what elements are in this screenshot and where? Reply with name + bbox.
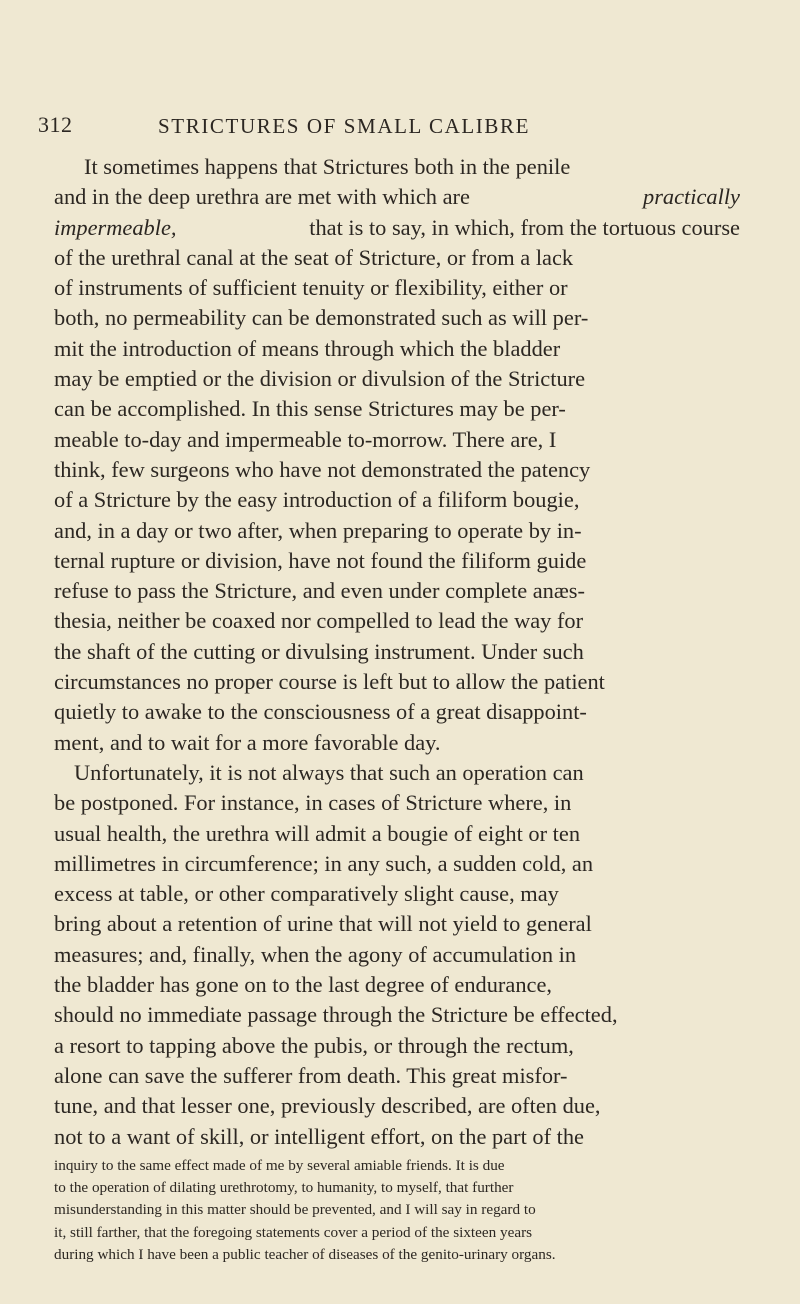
small-text-line: inquiry to the same effect made of me by several amiable friends. It is due: [54, 1156, 505, 1174]
text-line: not to a want of skill, or intelligent effort, on the part of the: [54, 1123, 584, 1149]
text-line: Unfortunately, it is not always that such an operation can: [74, 759, 584, 785]
text-line: the bladder has gone on to the last degree of endurance,: [54, 972, 552, 998]
text-line: of the urethral canal at the seat of Stricture, or from a lack: [54, 244, 574, 270]
text-line: of a Stricture by the easy introduction of a filiform bougie,: [54, 487, 580, 513]
text-line: a resort to tapping above the pubis, or through the rectum,: [54, 1032, 574, 1058]
text-line: be postponed. For instance, in cases of Stricture where, in: [54, 790, 572, 816]
paragraph-2: [54, 758, 740, 1152]
text-line: can be accomplished. In this sense Strictures may be per-: [54, 396, 566, 422]
continued-passage: [54, 1155, 740, 1266]
text-line: both, no permeability can be demonstrated such as will per-: [54, 305, 589, 331]
text-line: the shaft of the cutting or divulsing instrument. Under such: [54, 638, 584, 664]
line-part: that is to say, in which, from the tortuous course: [309, 214, 740, 240]
paragraph-1: [54, 152, 740, 758]
text-line: mit the introduction of means through which the bladder: [54, 335, 561, 361]
text-line: circumstances no proper course is left but to allow the patient: [54, 669, 605, 695]
text-line: ment, and to wait for a more favorable day.: [54, 729, 441, 755]
text-line: millimetres in circumference; in any such, a sudden cold, an: [54, 850, 594, 876]
text-line: should no immediate passage through the Stricture be effected,: [54, 1002, 618, 1028]
text-line: of instruments of sufficient tenuity or flexibility, either or: [54, 275, 568, 301]
text-line: thesia, neither be coaxed nor compelled to lead the way for: [54, 608, 584, 634]
text-line: bring about a retention of urine that will not yield to general: [54, 911, 592, 937]
text-line: meable to-day and impermeable to-morrow. There are, I: [54, 426, 557, 452]
text-line: excess at table, or other comparatively slight cause, may: [54, 881, 559, 907]
small-text-line: to the operation of dilating urethrotomy, to humanity, to myself, that further: [54, 1179, 514, 1197]
text-line: refuse to pass the Stricture, and even under complete anæs-: [54, 578, 585, 604]
page-body: [54, 152, 740, 1266]
page-number: 312: [38, 112, 73, 137]
emphasis-practically: practically: [643, 184, 740, 210]
text-line: [54, 213, 740, 243]
text-line: usual health, the urethra will admit a bougie of eight or ten: [54, 820, 581, 846]
text-line: [54, 182, 740, 212]
running-head: STRICTURES OF SMALL CALIBRE: [158, 114, 531, 138]
small-text-line: during which I have been a public teacher of diseases of the genito-urinary organs.: [54, 1245, 556, 1263]
text-line: It sometimes happens that Strictures both in the penile: [84, 154, 571, 179]
text-line: quietly to awake to the consciousness of a great disappoint-: [54, 699, 587, 725]
text-line: may be emptied or the division or divulsion of the Stricture: [54, 366, 586, 392]
line-part: and in the deep urethra are met with which are: [54, 184, 470, 210]
text-line: think, few surgeons who have not demonstrated the patency: [54, 456, 591, 482]
text-line: and, in a day or two after, when preparing to operate by in-: [54, 517, 582, 543]
emphasis-impermeable: impermeable,: [54, 214, 177, 240]
page-header: [38, 112, 738, 146]
small-text-line: misunderstanding in this matter should be prevented, and I will say in regard to: [54, 1201, 536, 1219]
small-text-line: it, still farther, that the foregoing statements cover a period of the sixteen years: [54, 1223, 533, 1241]
text-line: tune, and that lesser one, previously described, are often due,: [54, 1093, 601, 1119]
text-line: ternal rupture or division, have not found the filiform guide: [54, 547, 587, 573]
text-line: alone can save the sufferer from death. This great misfor-: [54, 1062, 568, 1088]
text-line: measures; and, finally, when the agony of accumulation in: [54, 941, 577, 967]
